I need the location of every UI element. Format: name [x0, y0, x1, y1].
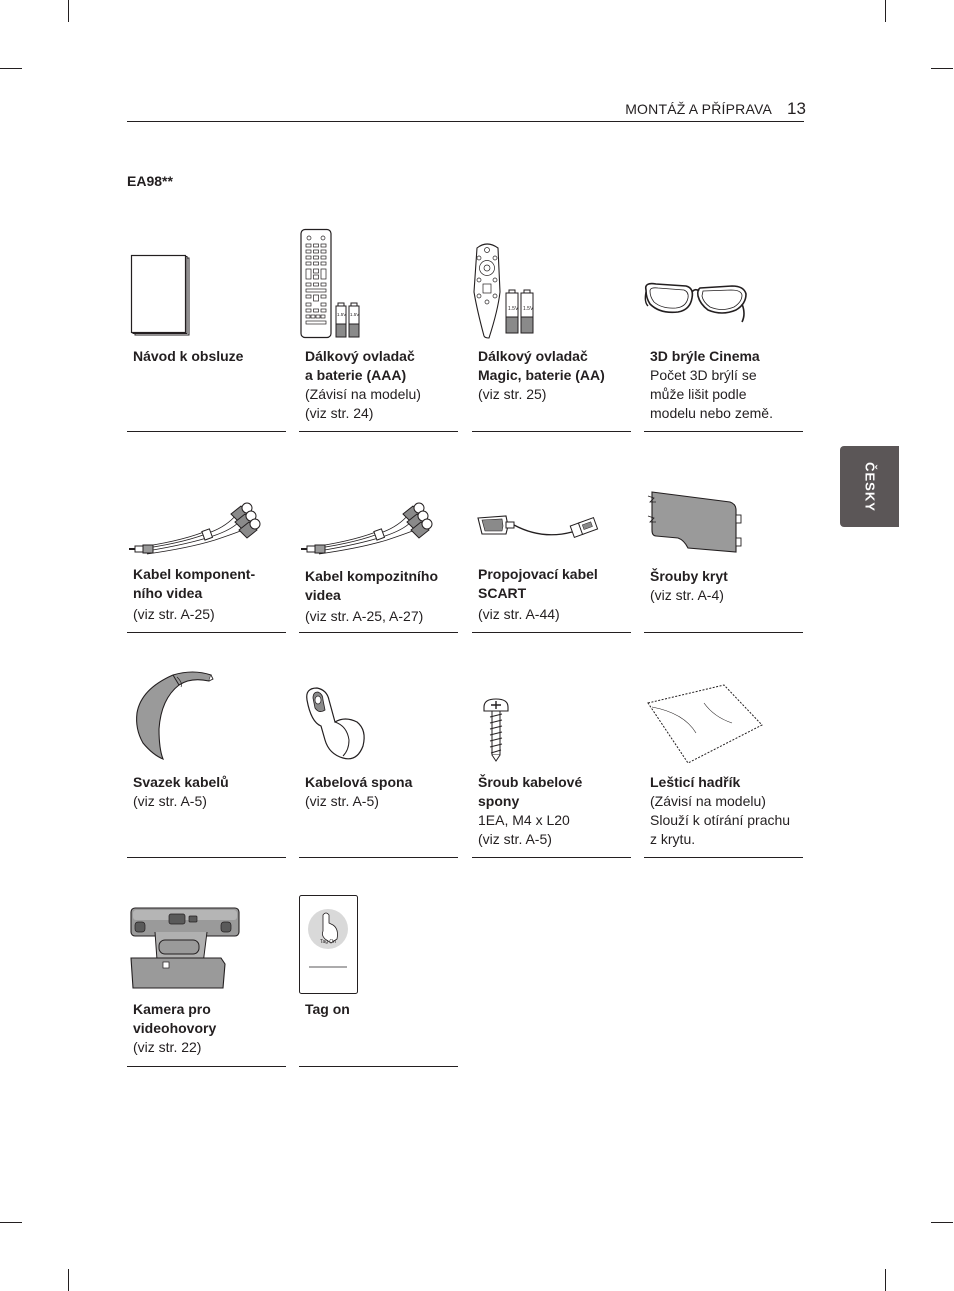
item-cable-tie: [127, 633, 286, 858]
header-divider: [127, 121, 804, 122]
language-tab: [840, 446, 899, 527]
3d-glasses-icon: [642, 282, 750, 326]
item-name: Lešticí hadřík: [650, 774, 741, 790]
polishing-cloth-icon: [644, 683, 764, 765]
item-manual: [127, 220, 286, 432]
item-divider: [644, 857, 803, 858]
item-desc: (viz str. 22): [133, 1039, 202, 1055]
crop-mark: [885, 1269, 886, 1291]
item-name: Propojovací kabel SCART: [478, 566, 598, 601]
tag-on-icon-label: Tag On: [319, 939, 337, 945]
item-desc: (viz str. A-5): [305, 793, 379, 809]
item-remote-control: [299, 220, 458, 432]
battery-voltage-label: 1.5V: [508, 306, 519, 312]
cable-clip-icon: [303, 686, 369, 762]
composite-cable-icon: [299, 502, 435, 558]
item-divider: [299, 1066, 458, 1067]
item-video-camera: [127, 858, 286, 1067]
item-desc: (viz str. A-4): [650, 587, 724, 603]
language-tab-label: ČESKY: [862, 461, 877, 512]
scart-cable-icon: [476, 510, 602, 544]
item-desc: (Závisí na modelu) (viz str. 24): [305, 386, 421, 421]
cable-tie-icon: [133, 669, 215, 761]
item-3d-glasses: [644, 220, 803, 432]
item-name: Šrouby kryt: [650, 568, 728, 584]
item-name: Kabel kompozitního videa: [305, 568, 438, 603]
item-scart-cable: [472, 432, 631, 633]
crop-mark: [0, 68, 22, 69]
item-polishing-cloth: [644, 633, 803, 858]
item-desc: (viz str. A-25): [133, 606, 215, 622]
item-name: Dálkový ovladač Magic, baterie (AA): [478, 348, 605, 383]
video-camera-icon: [129, 902, 241, 990]
item-name: Kabelová spona: [305, 774, 413, 790]
item-name: 3D brýle Cinema: [650, 348, 760, 364]
screw-icon: [482, 697, 512, 763]
manual-icon: [131, 255, 191, 337]
remote-control-icon: [300, 229, 362, 339]
item-name: Dálkový ovladač a baterie (AAA): [305, 348, 415, 383]
item-name: Svazek kabelů: [133, 774, 229, 790]
item-divider: [127, 1066, 286, 1067]
screw-cover-icon: [648, 490, 746, 556]
item-desc: (Závisí na modelu) Slouží k otírání prachu z krytu.: [650, 793, 791, 847]
crop-mark: [931, 68, 953, 69]
crop-mark: [931, 1222, 953, 1223]
item-tag-on: [299, 858, 458, 1067]
item-composite-cable: [299, 432, 458, 633]
item-divider: [472, 857, 631, 858]
item-magic-remote: [472, 220, 631, 432]
item-cable-clip-screw: [472, 633, 631, 858]
crop-mark: [885, 0, 886, 22]
item-name: Návod k obsluze: [133, 348, 244, 364]
item-component-cable: [127, 432, 286, 633]
tag-on-icon: [299, 895, 359, 995]
battery-voltage-label: 1.5V: [523, 306, 534, 312]
item-cable-clip: [299, 633, 458, 858]
item-desc: (viz str. A-5): [133, 793, 207, 809]
item-desc: (viz str. A-44): [478, 606, 560, 622]
magic-remote-icon: [472, 240, 538, 340]
battery-voltage-label: 1.5V: [337, 312, 347, 317]
item-desc: 1EA, M4 x L20 (viz str. A-5): [478, 812, 570, 847]
model-label: EA98**: [127, 173, 173, 189]
item-desc: (viz str. 25): [478, 386, 547, 402]
item-name: Kabel komponent- ního videa: [133, 566, 256, 601]
item-name: Kamera pro videohovory: [133, 1001, 217, 1036]
item-desc: Počet 3D brýlí se může lišit podle modelu nebo země.: [650, 367, 773, 421]
item-screw-cover: [644, 432, 803, 633]
battery-voltage-label: 1.5V: [350, 312, 360, 317]
crop-mark: [68, 1269, 69, 1291]
item-desc: (viz str. A-25, A-27): [305, 608, 424, 624]
crop-mark: [0, 1222, 22, 1223]
crop-mark: [68, 0, 69, 22]
section-title: MONTÁŽ A PŘÍPRAVA: [625, 101, 772, 117]
item-name: Šroub kabelové spony: [478, 774, 583, 809]
component-cable-icon: [127, 502, 263, 558]
page-number: 13: [787, 99, 806, 118]
item-name: Tag on: [305, 1001, 350, 1017]
